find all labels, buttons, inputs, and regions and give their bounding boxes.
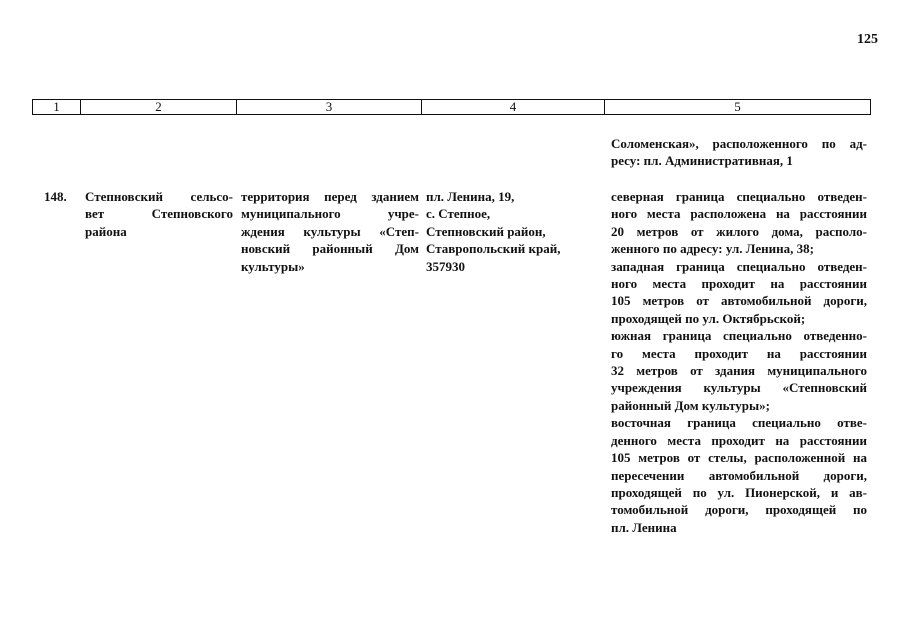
text-line: новский районный Дом	[241, 241, 419, 257]
header-cell-5: 5	[734, 99, 741, 114]
boundaries-cell	[611, 188, 867, 536]
text-line: ного места расположена на расстоянии	[611, 206, 867, 222]
text-line: 20 метров от жилого дома, располо-	[611, 223, 867, 239]
text-line: Степновский сельсо-	[85, 189, 233, 204]
text-line: учреждения культуры «Степновский	[611, 380, 867, 396]
header-cell-4: 4	[422, 100, 605, 114]
table-header-row	[32, 99, 871, 115]
text-line: Соломенская», расположенного по ад-	[611, 136, 867, 151]
text-line: денного места проходит на расстоянии	[611, 432, 867, 448]
place-description-cell	[241, 188, 419, 275]
text-line: проходящей по ул. Пионерской, и ав-	[611, 484, 867, 500]
address-cell	[426, 188, 588, 275]
text-line: 105 метров от автомобильной дороги,	[611, 293, 867, 309]
text-line: ресу: пл. Административная, 1	[611, 153, 793, 169]
text-line: вет Степновского	[85, 206, 233, 222]
row-number: 148.	[44, 189, 67, 204]
text-line: культуры»	[241, 258, 305, 274]
page-number: 125	[857, 32, 878, 47]
text-line: женного по адресу: ул. Ленина, 38;	[611, 241, 814, 257]
text-line: территория перед зданием	[241, 189, 419, 204]
text-line: района	[85, 223, 127, 239]
text-line: с. Степное,	[426, 206, 491, 222]
text-line: 105 метров от стелы, расположенной на	[611, 450, 867, 466]
continued-address-text	[611, 135, 867, 170]
text-line: 357930	[426, 258, 465, 274]
text-line: районный Дом культуры»;	[611, 397, 770, 413]
text-line: 32 метров от здания муниципального	[611, 363, 867, 379]
text-line: южная граница специально отведенно-	[611, 328, 867, 344]
text-line: томобильной дороги, проходящей по	[611, 502, 867, 518]
text-line: северная граница специально отведен-	[611, 189, 867, 204]
text-line: проходящей по ул. Октябрьской;	[611, 310, 806, 326]
text-line: пл. Ленина, 19,	[426, 189, 515, 204]
text-line: пл. Ленина	[611, 519, 677, 535]
text-line: муниципального учре-	[241, 206, 419, 222]
text-line: западная граница специально отведен-	[611, 258, 867, 274]
text-line: Степновский район,	[426, 223, 546, 239]
text-line: ждения культуры «Степ-	[241, 223, 419, 239]
header-cell-1: 1	[33, 100, 81, 114]
text-line: восточная граница специально отве-	[611, 415, 867, 431]
text-line: Ставропольский край,	[426, 241, 561, 257]
text-line: ного места проходит на расстоянии	[611, 276, 867, 292]
header-cell-2: 2	[81, 100, 237, 114]
municipality-cell	[85, 188, 233, 240]
header-cell-3: 3	[237, 100, 422, 114]
text-line: пересечении автомобильной дороги,	[611, 467, 867, 483]
text-line: го места проходит на расстоянии	[611, 345, 867, 361]
